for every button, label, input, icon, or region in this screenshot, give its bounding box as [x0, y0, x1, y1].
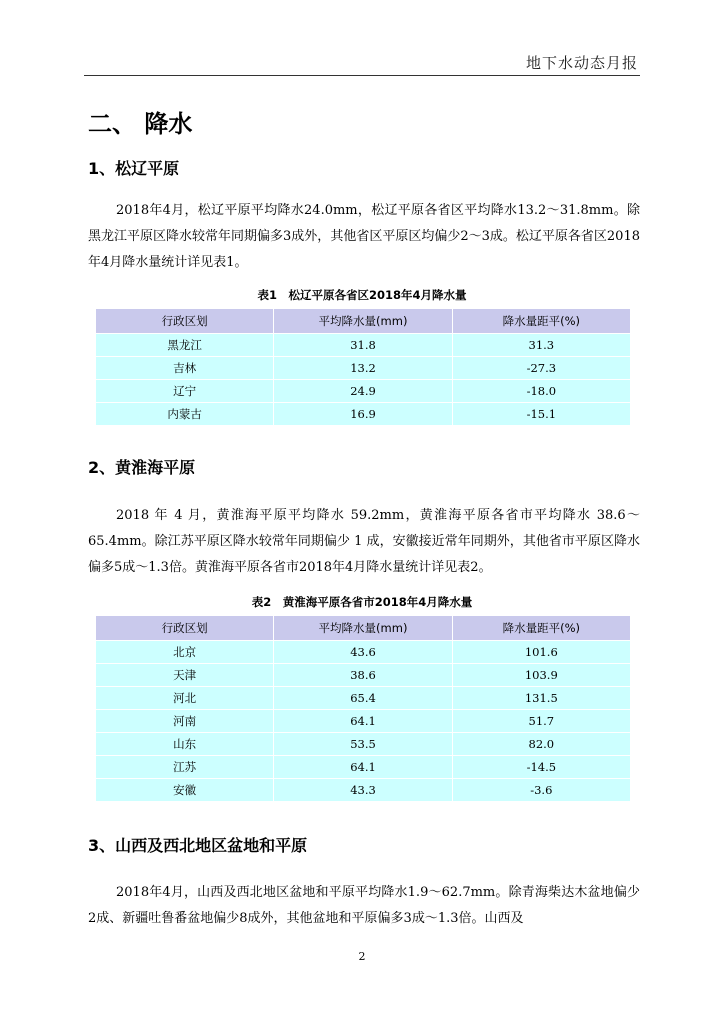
cell-mean: 64.1 — [274, 710, 452, 733]
column-header: 行政区划 — [96, 616, 274, 641]
cell-mean: 53.5 — [274, 733, 452, 756]
subsection-heading-songliao: 1、松辽平原 — [88, 159, 180, 178]
cell-region: 吉林 — [96, 357, 274, 380]
paragraph-huanghuaihai: 2018 年 4 月，黄淮海平原平均降水 59.2mm，黄淮海平原各省市平均降水 38.6～65.4mm。除江苏平原区降水较常年同期偏少 1 成，安徽接近常年同期外，其他省市平原区降水偏多5成～1.3倍。黄淮海平原各省市2018年4月降水量统计详见表2。 — [88, 508, 640, 575]
cell-mean: 65.4 — [274, 687, 452, 710]
table-row — [96, 687, 631, 710]
table-header-row — [96, 309, 631, 334]
column-header: 平均降水量(mm) — [274, 309, 452, 334]
cell-region: 辽宁 — [96, 380, 274, 403]
column-header: 降水量距平(%) — [452, 616, 630, 641]
cell-anomaly: 51.7 — [452, 710, 630, 733]
cell-anomaly: 82.0 — [452, 733, 630, 756]
cell-region: 安徽 — [96, 779, 274, 802]
cell-mean: 31.8 — [274, 334, 452, 357]
cell-region: 河南 — [96, 710, 274, 733]
table-caption-2: 表2 黄淮海平原各省市2018年4月降水量 — [251, 595, 473, 609]
cell-anomaly: -15.1 — [452, 403, 630, 426]
cell-mean: 64.1 — [274, 756, 452, 779]
cell-region: 山东 — [96, 733, 274, 756]
table-row — [96, 710, 631, 733]
cell-region: 内蒙古 — [96, 403, 274, 426]
cell-mean: 24.9 — [274, 380, 452, 403]
table-row — [96, 641, 631, 664]
cell-mean: 43.3 — [274, 779, 452, 802]
cell-anomaly: 103.9 — [452, 664, 630, 687]
cell-mean: 38.6 — [274, 664, 452, 687]
column-header: 降水量距平(%) — [452, 309, 630, 334]
cell-region: 黑龙江 — [96, 334, 274, 357]
paragraph-shanxi-northwest: 2018年4月，山西及西北地区盆地和平原平均降水1.9～62.7mm。除青海柴达木盆地偏少2成、新疆吐鲁番盆地偏少8成外，其他盆地和平原偏多3成～1.3倍。山西及 — [88, 885, 640, 926]
precipitation-table-2 — [95, 615, 631, 802]
subsection-heading-shanxi-northwest: 3、山西及西北地区盆地和平原 — [88, 836, 308, 855]
table-header-row — [96, 616, 631, 641]
header-rule — [84, 75, 640, 76]
cell-anomaly: -27.3 — [452, 357, 630, 380]
cell-anomaly: 101.6 — [452, 641, 630, 664]
cell-anomaly: 131.5 — [452, 687, 630, 710]
page-number: 2 — [358, 950, 366, 963]
column-header: 平均降水量(mm) — [274, 616, 452, 641]
table-row — [96, 733, 631, 756]
precipitation-table-1 — [95, 308, 631, 426]
cell-anomaly: 31.3 — [452, 334, 630, 357]
cell-region: 河北 — [96, 687, 274, 710]
table-caption-1: 表1 松辽平原各省区2018年4月降水量 — [257, 288, 467, 302]
cell-anomaly: -3.6 — [452, 779, 630, 802]
table-row — [96, 334, 631, 357]
cell-region: 江苏 — [96, 756, 274, 779]
table-row — [96, 664, 631, 687]
subsection-heading-huanghuaihai: 2、黄淮海平原 — [88, 458, 196, 477]
cell-mean: 43.6 — [274, 641, 452, 664]
section-title: 二、 降水 — [88, 110, 193, 138]
table-row — [96, 380, 631, 403]
table-row — [96, 779, 631, 802]
header-title: 地下水动态月报 — [525, 54, 638, 72]
table-row — [96, 357, 631, 380]
cell-mean: 16.9 — [274, 403, 452, 426]
column-header: 行政区划 — [96, 309, 274, 334]
paragraph-songliao: 2018年4月，松辽平原平均降水24.0mm，松辽平原各省区平均降水13.2～31.8mm。除黑龙江平原区降水较常年同期偏多3成外，其他省区平原区均偏少2～3成。松辽平原各省区2018年4月降水量统计详见表1。 — [88, 203, 640, 270]
cell-anomaly: -18.0 — [452, 380, 630, 403]
cell-region: 北京 — [96, 641, 274, 664]
table-row — [96, 756, 631, 779]
cell-anomaly: -14.5 — [452, 756, 630, 779]
table-row — [96, 403, 631, 426]
cell-mean: 13.2 — [274, 357, 452, 380]
cell-region: 天津 — [96, 664, 274, 687]
